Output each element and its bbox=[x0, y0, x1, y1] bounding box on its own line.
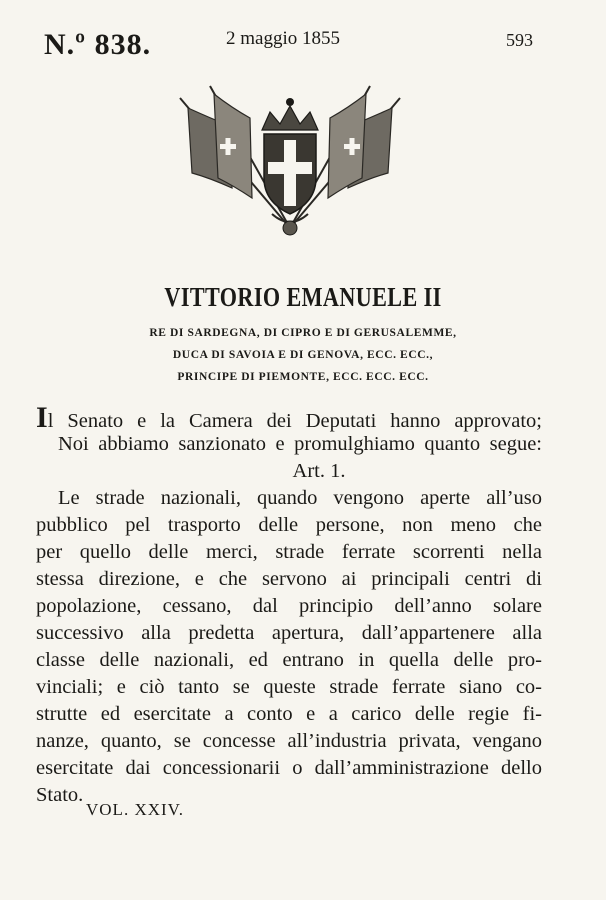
article-line: esercitate dai concessionarii o dall’amministrazione dello bbox=[36, 757, 542, 779]
article-line: strutte ed esercitate a conto e a carico delle regie fi- bbox=[36, 703, 542, 725]
volume-label: VOL. XXIV. bbox=[86, 800, 184, 819]
article-line: classe delle nazionali, ed entrano in quella delle pro- bbox=[36, 649, 542, 671]
sovereign-name: VITTORIO EMANUELE II bbox=[164, 282, 442, 312]
article-line: popolazione, cessano, dal principio dell’anno solare bbox=[36, 595, 542, 617]
title-line: PRINCIPE DI PIEMONTE, ECC. ECC. ECC. bbox=[177, 371, 429, 383]
article-line: Le strade nazionali, quando vengono aperte all’uso bbox=[58, 487, 542, 509]
page-header bbox=[0, 18, 606, 61]
savoy-coat-of-arms-icon bbox=[170, 78, 410, 258]
page-number: 593 bbox=[506, 30, 533, 50]
document-number: N.º 838. bbox=[44, 28, 152, 61]
article-line: vinciali; e ciò tanto se queste strade ferrate siano co- bbox=[36, 676, 542, 698]
article-heading: Art. 1. bbox=[292, 460, 346, 482]
article-line: per quello delle merci, strade ferrate scorrenti nella bbox=[36, 541, 542, 563]
article-line: pubblico pel trasporto delle persone, non meno che bbox=[36, 514, 542, 536]
title-line: DUCA DI SAVOIA E DI GENOVA, ECC. ECC., bbox=[172, 349, 434, 361]
intro-line: Il Senato e la Camera dei Deputati hanno approvato; bbox=[36, 401, 542, 434]
intro-line: Noi abbiamo sanzionato e promulghiamo quanto segue: bbox=[58, 433, 542, 455]
article-line: successivo alla predetta apertura, dall’appartenere alla bbox=[36, 622, 542, 644]
article-line: Stato. bbox=[36, 784, 84, 806]
sovereign-titles bbox=[0, 322, 606, 388]
article-line: stessa direzione, e che servono ai principali centri di bbox=[36, 568, 542, 590]
document-date: 2 maggio 1855 bbox=[226, 28, 340, 49]
sovereign-name-block bbox=[0, 282, 606, 313]
article-line: nanze, quanto, se concesse all’industria privata, vengano bbox=[36, 730, 542, 752]
decree-text bbox=[36, 401, 542, 809]
title-line: RE DI SARDEGNA, DI CIPRO E DI GERUSALEMME, bbox=[149, 327, 457, 339]
